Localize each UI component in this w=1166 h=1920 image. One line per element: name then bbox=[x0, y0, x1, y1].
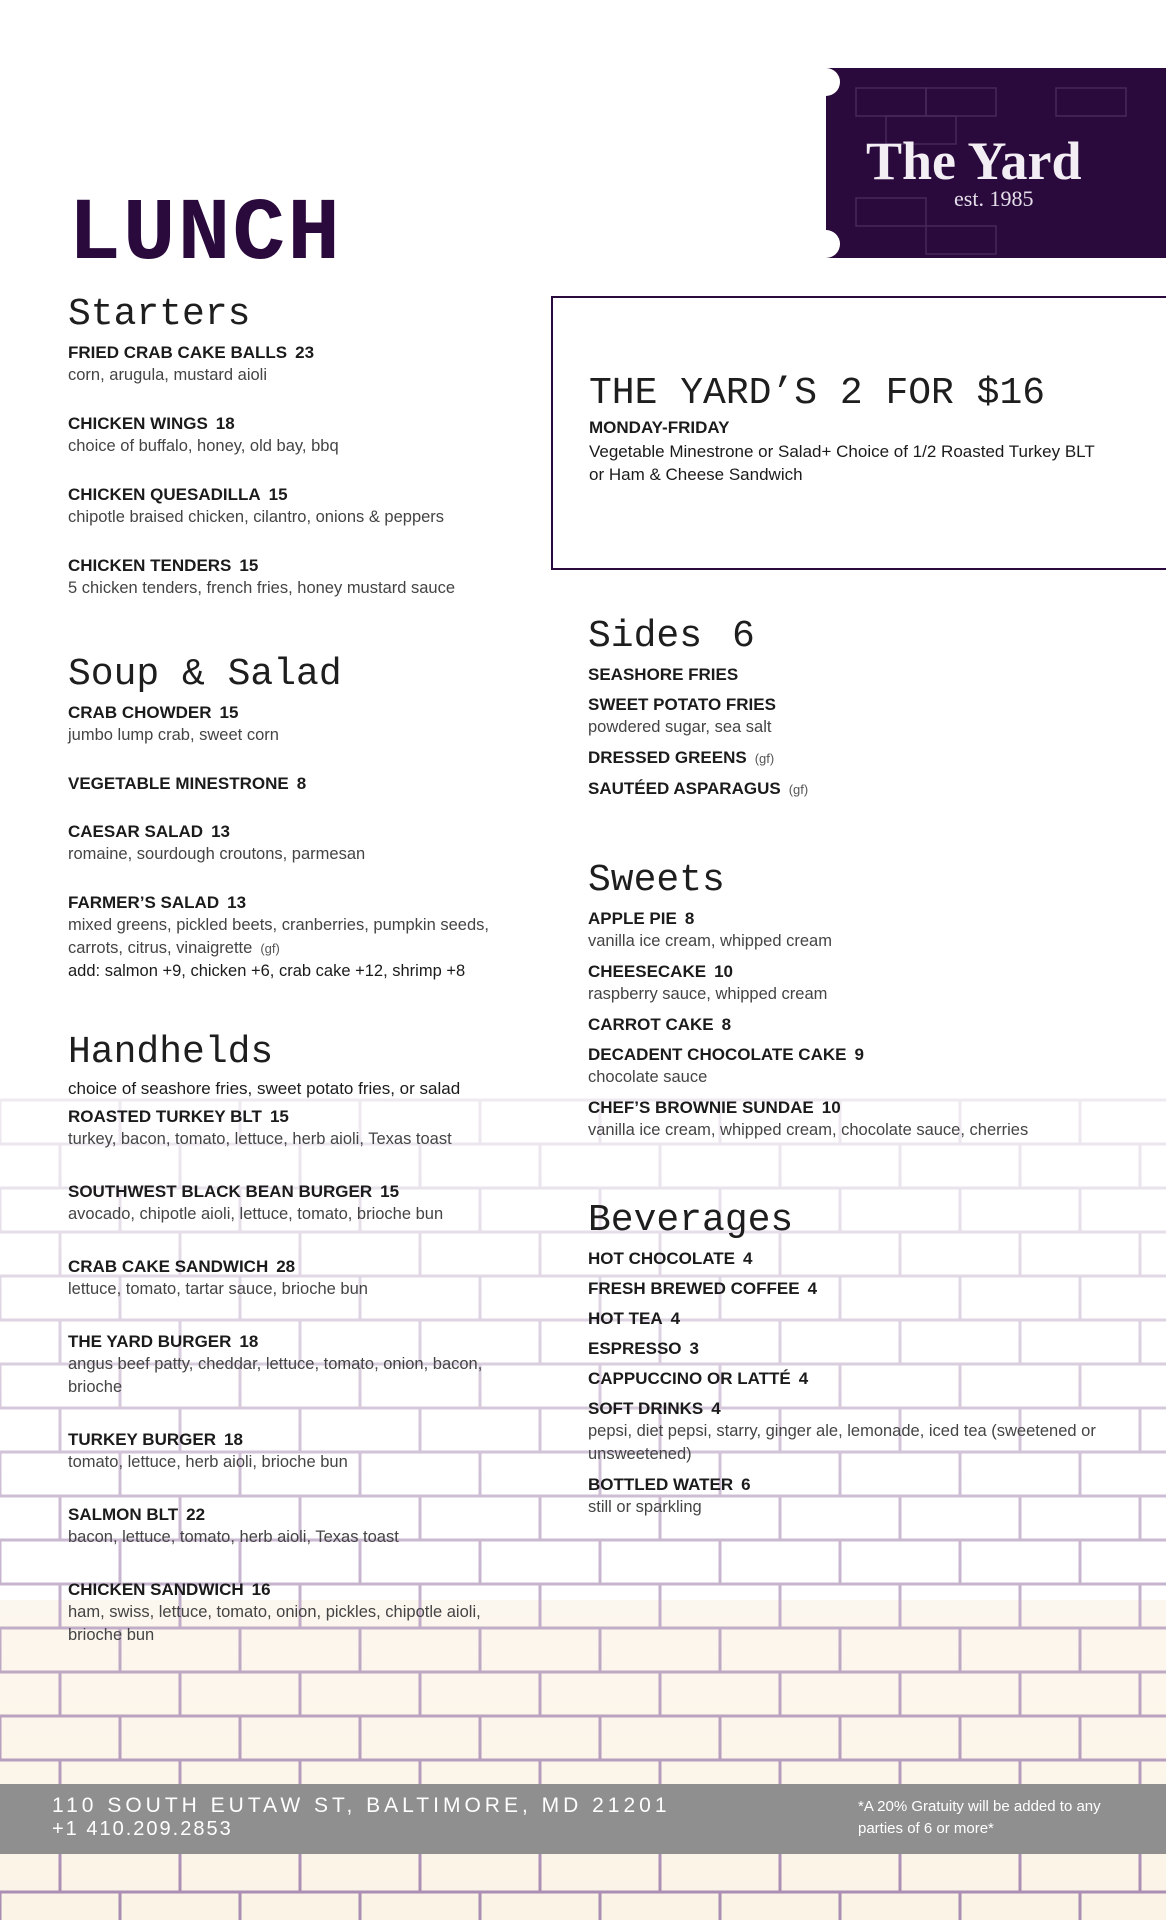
menu-item-title: SOFT DRINKS bbox=[588, 1399, 704, 1418]
menu-item-name bbox=[588, 1398, 1148, 1420]
menu-item-price: 28 bbox=[276, 1257, 296, 1276]
menu-item-title: SWEET POTATO FRIES bbox=[588, 695, 776, 714]
menu-item-name bbox=[588, 1368, 1148, 1390]
menu-item-description bbox=[68, 1601, 538, 1647]
menu-item-price: 3 bbox=[689, 1339, 700, 1358]
menu-item-price: 4 bbox=[807, 1279, 818, 1298]
menu-item bbox=[588, 1278, 1148, 1300]
menu-item-description bbox=[68, 435, 538, 458]
menu-item bbox=[68, 484, 538, 529]
menu-item bbox=[68, 413, 538, 458]
the-yard-logo bbox=[826, 68, 1166, 258]
menu-item-description bbox=[68, 1526, 538, 1549]
menu-item-title: DECADENT CHOCOLATE CAKE bbox=[588, 1045, 847, 1064]
menu-item bbox=[588, 694, 1148, 739]
handhelds-list bbox=[68, 1106, 538, 1647]
menu-item bbox=[68, 821, 538, 866]
sides-price: 6 bbox=[732, 615, 755, 658]
menu-item bbox=[68, 1106, 538, 1151]
menu-item bbox=[588, 1044, 1148, 1089]
menu-item-name bbox=[588, 1014, 1148, 1036]
menu-item-name bbox=[588, 1308, 1148, 1330]
menu-item-title: HOT TEA bbox=[588, 1309, 663, 1328]
starters-section bbox=[68, 293, 538, 626]
sides-list bbox=[588, 664, 1148, 801]
section-title-starters: Starters bbox=[68, 293, 251, 336]
menu-item-title: BOTTLED WATER bbox=[588, 1475, 734, 1494]
menu-item-description-text: avocado, chipotle aioli, lettuce, tomato, brioche bun bbox=[68, 1205, 444, 1223]
menu-item bbox=[588, 961, 1148, 1006]
menu-item-price: 23 bbox=[295, 343, 315, 362]
menu-item-title: FARMER’S SALAD bbox=[68, 893, 220, 912]
menu-item bbox=[588, 747, 1148, 770]
menu-item-description bbox=[68, 1451, 538, 1474]
menu-item bbox=[588, 908, 1148, 953]
promo-box bbox=[551, 296, 1166, 570]
menu-item-description-text: still or sparkling bbox=[588, 1498, 702, 1516]
menu-item-description bbox=[588, 716, 1148, 739]
menu-item-name bbox=[68, 821, 538, 843]
logo-name: The Yard bbox=[866, 131, 1082, 191]
menu-item-description-text: lettuce, tomato, tartar sauce, brioche bun bbox=[68, 1280, 368, 1298]
menu-item bbox=[588, 1398, 1148, 1466]
menu-item-title: CAPPUCCINO OR LATTÉ bbox=[588, 1369, 791, 1388]
menu-item-title: SALMON BLT bbox=[68, 1505, 179, 1524]
menu-item-name bbox=[68, 702, 538, 724]
menu-item-description-text: raspberry sauce, whipped cream bbox=[588, 985, 828, 1003]
menu-item-price: 4 bbox=[670, 1309, 681, 1328]
menu-item-description bbox=[68, 1203, 538, 1226]
menu-item-name bbox=[68, 1106, 538, 1128]
menu-item-name bbox=[588, 747, 1148, 770]
menu-item-title: DRESSED GREENS bbox=[588, 748, 747, 767]
sweets-list bbox=[588, 908, 1148, 1142]
menu-item-description bbox=[68, 1278, 538, 1301]
handhelds-note: choice of seashore fries, sweet potato fries, or salad bbox=[68, 1079, 461, 1098]
menu-item-description-text: corn, arugula, mustard aioli bbox=[68, 366, 268, 384]
menu-item-price: 15 bbox=[239, 556, 259, 575]
menu-item-name bbox=[68, 773, 538, 795]
menu-item-description bbox=[68, 577, 538, 600]
menu-item-name bbox=[68, 892, 538, 914]
menu-item-price: 13 bbox=[211, 822, 230, 841]
menu-item-price: 10 bbox=[821, 1098, 841, 1117]
menu-item-title: TURKEY BURGER bbox=[68, 1430, 216, 1449]
menu-item-description bbox=[588, 1420, 1148, 1466]
menu-item-name bbox=[68, 1181, 538, 1203]
menu-item-title: ESPRESSO bbox=[588, 1339, 682, 1358]
menu-item-title: VEGETABLE MINESTRONE bbox=[68, 774, 289, 793]
menu-item bbox=[68, 1504, 538, 1549]
menu-item-price: 4 bbox=[798, 1369, 809, 1388]
menu-item-price: 10 bbox=[714, 962, 734, 981]
menu-item-price: 6 bbox=[741, 1475, 751, 1494]
logo-established: est. 1985 bbox=[954, 186, 1034, 211]
menu-item-description-text: vanilla ice cream, whipped cream bbox=[588, 932, 832, 950]
menu-item-title: CHEF’S BROWNIE SUNDAE bbox=[588, 1098, 814, 1117]
section-title-soup-salad: Soup & Salad bbox=[68, 653, 342, 696]
menu-item-description-text: jumbo lump crab, sweet corn bbox=[68, 726, 279, 744]
menu-item-name bbox=[68, 1504, 538, 1526]
menu-item-price: 8 bbox=[296, 774, 307, 793]
menu-item bbox=[588, 1248, 1148, 1270]
soup-salad-list bbox=[68, 702, 538, 983]
menu-item-description-text: turkey, bacon, tomato, lettuce, herb aioli, Texas toast bbox=[68, 1130, 452, 1148]
menu-item bbox=[68, 1331, 538, 1399]
menu-item bbox=[588, 1368, 1148, 1390]
menu-item-price: 8 bbox=[721, 1015, 732, 1034]
soup-salad-section bbox=[68, 653, 538, 1009]
menu-item bbox=[68, 1579, 538, 1647]
menu-item-description-text: chocolate sauce bbox=[588, 1068, 708, 1086]
menu-item-title: APPLE PIE bbox=[588, 909, 677, 928]
menu-item-name bbox=[588, 908, 1148, 930]
menu-item-description-text: tomato, lettuce, herb aioli, brioche bun bbox=[68, 1453, 348, 1471]
menu-item-name bbox=[588, 1097, 1148, 1119]
beverages-list bbox=[588, 1248, 1148, 1519]
menu-item-title: SAUTÉED ASPARAGUS bbox=[588, 779, 781, 798]
menu-title: LUNCH bbox=[68, 186, 343, 285]
footer-address: 110 SOUTH EUTAW ST, BALTIMORE, MD 21201 bbox=[52, 1794, 671, 1817]
menu-item-title: HOT CHOCOLATE bbox=[588, 1249, 736, 1268]
menu-item-description bbox=[68, 506, 538, 529]
menu-item-name bbox=[588, 694, 1148, 716]
menu-item-name bbox=[68, 484, 538, 506]
menu-item-title: SOUTHWEST BLACK BEAN BURGER bbox=[68, 1182, 373, 1201]
menu-item-description-text: choice of buffalo, honey, old bay, bbq bbox=[68, 437, 339, 455]
starters-list bbox=[68, 342, 538, 600]
menu-item-description-text: bacon, lettuce, tomato, herb aioli, Texas toast bbox=[68, 1528, 399, 1546]
menu-item-name bbox=[68, 1256, 538, 1278]
promo-title: THE YARD’S 2 FOR $16 bbox=[589, 372, 1046, 415]
footer-phone: +1 410.209.2853 bbox=[52, 1818, 233, 1840]
sides-section bbox=[588, 615, 1148, 809]
menu-item-description-text: angus beef patty, cheddar, lettuce, tomato, onion, bacon, brioche bbox=[68, 1355, 483, 1396]
promo-days: MONDAY-FRIDAY bbox=[589, 418, 730, 437]
section-title-sweets: Sweets bbox=[588, 859, 725, 902]
menu-item-name bbox=[68, 1579, 538, 1601]
menu-item-price: 16 bbox=[251, 1580, 271, 1599]
menu-item-price: 13 bbox=[227, 893, 247, 912]
menu-item-title: CHEESECAKE bbox=[588, 962, 707, 981]
menu-item-name bbox=[68, 555, 538, 577]
gluten-free-tag: (gf) bbox=[754, 751, 775, 766]
menu-item bbox=[588, 778, 1148, 801]
sweets-section bbox=[588, 859, 1148, 1150]
menu-item-title: CAESAR SALAD bbox=[68, 822, 204, 841]
menu-item-title: CRAB CHOWDER bbox=[68, 703, 212, 722]
menu-item bbox=[68, 773, 538, 795]
menu-item-title: SEASHORE FRIES bbox=[588, 665, 739, 684]
menu-item-price: 15 bbox=[268, 485, 288, 504]
section-title-handhelds: Handhelds bbox=[68, 1031, 274, 1074]
menu-item bbox=[68, 1429, 538, 1474]
menu-item-title: CHICKEN WINGS bbox=[68, 414, 208, 433]
menu-item bbox=[68, 1256, 538, 1301]
menu-item-price: 22 bbox=[186, 1505, 206, 1524]
menu-item-description-text: chipotle braised chicken, cilantro, onions & peppers bbox=[68, 508, 445, 526]
menu-item bbox=[588, 1308, 1148, 1330]
menu-item bbox=[588, 1338, 1148, 1360]
menu-item-name bbox=[588, 1044, 1148, 1066]
menu-item bbox=[68, 555, 538, 600]
menu-item bbox=[588, 1474, 1148, 1519]
menu-item-price: 18 bbox=[239, 1332, 259, 1351]
section-title-sides bbox=[588, 615, 1148, 658]
menu-item-description-text: mixed greens, pickled beets, cranberries, pumpkin seeds, carrots, citrus, vinaigrette bbox=[68, 916, 489, 957]
gluten-free-tag: (gf) bbox=[260, 941, 280, 956]
menu-item-price: 9 bbox=[854, 1045, 864, 1064]
menu-item bbox=[68, 702, 538, 747]
menu-item-price: 15 bbox=[219, 703, 239, 722]
menu-item-description bbox=[588, 930, 1148, 953]
gluten-free-tag: (gf) bbox=[788, 782, 809, 797]
menu-item-description bbox=[68, 364, 538, 387]
menu-item-description-text: ham, swiss, lettuce, tomato, onion, pickles, chipotle aioli, brioche bun bbox=[68, 1603, 481, 1644]
menu-item-description bbox=[588, 1496, 1148, 1519]
menu-item-description bbox=[68, 1128, 538, 1151]
menu-item-price: 18 bbox=[215, 414, 235, 433]
menu-item-description-text: pepsi, diet pepsi, starry, ginger ale, lemonade, iced tea (sweetened or unsweetened) bbox=[588, 1422, 1096, 1463]
menu-item bbox=[68, 892, 538, 983]
menu-item bbox=[588, 1014, 1148, 1036]
menu-item-description bbox=[68, 724, 538, 747]
footer-gratuity-note: *A 20% Gratuity will be added to any parties of 6 or more* bbox=[858, 1798, 1101, 1837]
menu-item-title: CRAB CAKE SANDWICH bbox=[68, 1257, 269, 1276]
sides-title-text: Sides bbox=[588, 615, 703, 658]
menu-item-title: FRESH BREWED COFFEE bbox=[588, 1279, 800, 1298]
menu-item-price: 15 bbox=[380, 1182, 400, 1201]
menu-item-name bbox=[588, 961, 1148, 983]
menu-item-description bbox=[68, 1353, 538, 1399]
menu-item bbox=[68, 1181, 538, 1226]
footer-bar bbox=[0, 1784, 1166, 1854]
menu-item-title: THE YARD BURGER bbox=[68, 1332, 232, 1351]
menu-item-name bbox=[68, 1429, 538, 1451]
menu-item-price: 4 bbox=[743, 1249, 753, 1268]
beverages-section bbox=[588, 1199, 1148, 1527]
menu-item-name bbox=[68, 413, 538, 435]
menu-item-name bbox=[588, 778, 1148, 801]
menu-item bbox=[588, 1097, 1148, 1142]
handhelds-section bbox=[68, 1031, 538, 1677]
menu-item-title: FRIED CRAB CAKE BALLS bbox=[68, 343, 288, 362]
menu-item-title: CARROT CAKE bbox=[588, 1015, 714, 1034]
menu-item-title: CHICKEN TENDERS bbox=[68, 556, 232, 575]
menu-item-description-text: 5 chicken tenders, french fries, honey mustard sauce bbox=[68, 579, 456, 597]
menu-item-name bbox=[68, 342, 538, 364]
menu-item-name bbox=[588, 1278, 1148, 1300]
menu-item-name bbox=[588, 1338, 1148, 1360]
menu-item-name bbox=[588, 1474, 1148, 1496]
menu-item-name bbox=[588, 664, 1148, 686]
salad-add-ons: add: salmon +9, chicken +6, crab cake +12, shrimp +8 bbox=[68, 962, 466, 980]
menu-item-description-text: romaine, sourdough croutons, parmesan bbox=[68, 845, 366, 863]
menu-item-price: 15 bbox=[269, 1107, 289, 1126]
menu-item-title: CHICKEN SANDWICH bbox=[68, 1580, 244, 1599]
menu-item-description bbox=[68, 914, 538, 960]
menu-item-description-text: vanilla ice cream, whipped cream, chocolate sauce, cherries bbox=[588, 1121, 1029, 1139]
section-title-beverages: Beverages bbox=[588, 1199, 794, 1242]
menu-item-price: 8 bbox=[684, 909, 695, 928]
menu-item-description bbox=[588, 983, 1148, 1006]
menu-item bbox=[588, 664, 1148, 686]
menu-item-title: ROASTED TURKEY BLT bbox=[68, 1107, 262, 1126]
menu-item-name bbox=[588, 1248, 1148, 1270]
menu-item-title: CHICKEN QUESADILLA bbox=[68, 485, 261, 504]
menu-item-description bbox=[588, 1119, 1148, 1142]
menu-item-price: 18 bbox=[223, 1430, 243, 1449]
menu-item-description-text: powdered sugar, sea salt bbox=[588, 718, 772, 736]
menu-item-description bbox=[68, 843, 538, 866]
menu-item-name bbox=[68, 1331, 538, 1353]
menu-item-description bbox=[588, 1066, 1148, 1089]
menu-item bbox=[68, 342, 538, 387]
menu-item-price: 4 bbox=[711, 1399, 721, 1418]
promo-description: Vegetable Minestrone or Salad+ Choice of 1/2 Roasted Turkey BLT or Ham & Cheese Sandwich bbox=[589, 442, 1095, 484]
